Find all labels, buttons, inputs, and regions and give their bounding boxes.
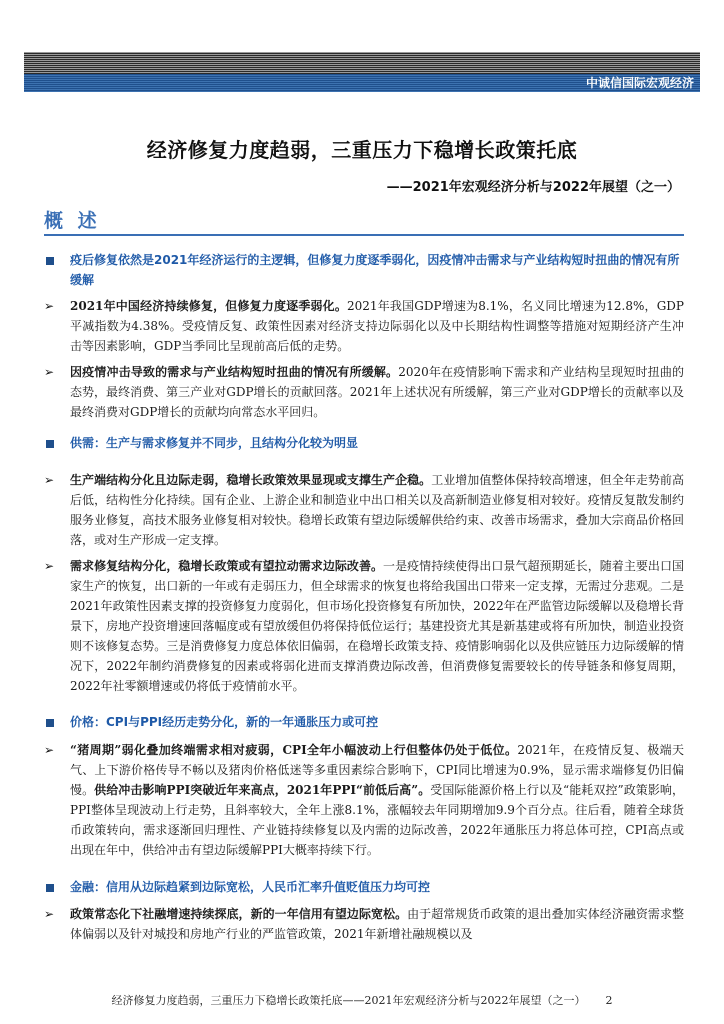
square-bullet-icon (46, 257, 54, 265)
point-text: 2021年，在疫情反复、极端天气、上下游价格传导不畅以及猪肉价格低迷等多重因素综合影响下，CPI同比增速为0.9%，显示需求端修复仍旧偏慢。 (70, 743, 685, 797)
arrow-bullet-icon: ➢ (44, 559, 55, 573)
point-block (44, 296, 684, 356)
point-lead: 需求修复结构分化，稳增长政策或有望拉动需求边际改善。 (70, 559, 384, 573)
point-lead: “猪周期”弱化叠加终端需求相对疲弱，CPI全年小幅波动上行但整体仍处于低位。 (70, 743, 518, 757)
point-text: 一是疫情持续使得出口景气超预期延长，随着主要出口国家生产的恢复，出口新的一年或有走弱压力，但全球需求的恢复也将给我国出口带来一定支撑，无需过分悲观。二是2021年政策性因素支撑的投资修复力度弱化，但市场化投资修复有所加快，2022年在严监管边际缓解以及稳增长背景下，房地产投资增速回落幅度或有望放缓但仍将保持低位运行；基建投资尤其是新基建或将有所加快，制造业投资则不该修复态势。三是消费修复力度总体依旧偏弱，在稳增长政策支持、疫情影响弱化以及供应链压力边际缓解的情况下，2022年制约消费修复的因素或将弱化进而支撑消费边际改善，但消费修复需要较长的传导链条和修复周期，2022年社零额增速或仍将低于疫情前水平。 (70, 559, 684, 693)
arrow-bullet-icon: ➢ (44, 743, 55, 757)
point-block (44, 470, 684, 550)
topic-heading: 金融：信用从边际趋紧到边际宽松，人民币汇率升值贬值压力均可控 (70, 880, 431, 894)
point-block (44, 904, 684, 944)
point-lead: 政策常态化下社融增速持续探底，新的一年信用有望边际宽松。 (70, 907, 408, 921)
point-text: 由于超常规货币政策的退出叠加实体经济融资需求整体偏弱以及针对城投和房地产行业的严监管政策，2021年新增社融规模以及 (70, 907, 684, 941)
square-bullet-icon (46, 719, 54, 727)
page-number: 2 (605, 994, 613, 1007)
point-block (44, 740, 684, 860)
square-bullet-icon (46, 440, 54, 448)
page-subtitle: ——2021年宏观经济分析与2022年展望（之一） (386, 180, 680, 195)
point-lead: 2021年中国经济持续修复，但修复力度逐季弱化。 (70, 299, 348, 313)
header-brand: 中诚信国际宏观经济 (585, 76, 694, 90)
point-block (44, 556, 684, 696)
topic-heading: 价格：CPI与PPI经历走势分化，新的一年通胀压力或可控 (70, 715, 379, 729)
point-text: 2020年在疫情影响下需求和产业结构呈现短时扭曲的态势，最终消费、第三产业对GDP增长的贡献回落。2021年上述状况有所缓解，第三产业对GDP增长的贡献率以及最终消费对GDP增长的贡献均向常态水平回归。 (70, 365, 684, 419)
footer-text: 经济修复力度趋弱，三重压力下稳增长政策托底——2021年宏观经济分析与2022年展望（之一） (111, 994, 586, 1007)
point-text: 2021年我国GDP增速为8.1%，名义同比增速为12.8%，GDP平减指数为4.38%。受疫情反复、政策性因素对经济支持边际弱化以及中长期结构性调整等措施对短期经济产生冲击等因素影响，GDP当季同比呈现前高后低的走势。 (70, 299, 684, 353)
square-bullet-icon (46, 884, 54, 892)
topic-heading: 疫后修复依然是2021年经济运行的主逻辑，但修复力度逐季弱化，因疫情冲击需求与产业结构短时扭曲的情况有所缓解 (70, 253, 680, 287)
point-lead-2: 供给冲击影响PPI突破近年来高点，2021年PPI“前低后高”。 (94, 783, 431, 797)
arrow-bullet-icon: ➢ (44, 299, 55, 313)
page-footer (0, 992, 724, 1008)
topic-block-1 (44, 250, 684, 290)
point-text-2: 受国际能源价格上行以及“能耗双控”政策影响，PPI整体呈现波动上行走势，且斜率较大，全年上涨8.1%，涨幅较去年同期增加9.9个百分点。往后看，随着全球货币政策转向，需求逐渐回归理性、产业链持续修复以及内需的边际改善，2022年通胀压力将总体可控，CPI高点或出现在年中，供给冲击有望边际缓解PPI大概率持续下行。 (70, 783, 684, 857)
topic-heading: 供需：生产与需求修复并不同步，且结构分化较为明显 (70, 436, 359, 450)
point-block (44, 362, 684, 422)
arrow-bullet-icon: ➢ (44, 907, 55, 921)
section-divider (44, 234, 684, 236)
point-lead: 生产端结构分化且边际走弱，稳增长政策效果显现或支撑生产企稳。 (70, 473, 432, 487)
point-lead: 因疫情冲击导致的需求与产业结构短时扭曲的情况有所缓解。 (70, 365, 399, 379)
topic-block-3 (44, 712, 684, 732)
arrow-bullet-icon: ➢ (44, 473, 55, 487)
section-heading: 概 述 (44, 210, 101, 232)
point-text: 工业增加值整体保持较高增速，但全年走势前高后低，结构性分化持续。国有企业、上游企业和制造业中出口相关以及高新制造业修复相对较好。疫情反复散发制约服务业修复，高技术服务业修复相对较快。稳增长政策有望边际缓解供给约束、改善市场需求，叠加大宗商品价格回落，或对生产形成一定支撑。 (70, 473, 684, 547)
topic-block-2 (44, 433, 684, 453)
topic-block-4 (44, 877, 684, 897)
header-stripe-band (24, 52, 700, 74)
arrow-bullet-icon: ➢ (44, 365, 55, 379)
page-title: 经济修复力度趋弱，三重压力下稳增长政策托底 (146, 138, 578, 162)
